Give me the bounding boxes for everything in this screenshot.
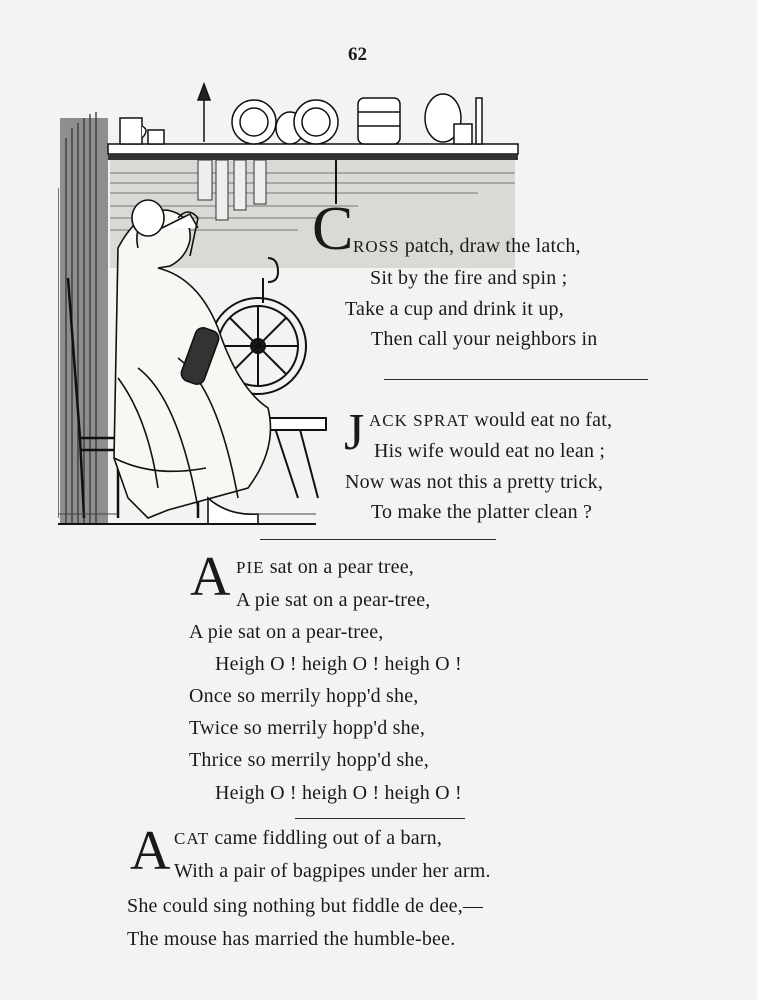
divider-1 (384, 379, 648, 380)
poem2-line1-text: would eat no fat, (469, 409, 613, 431)
poem2-line3: Now was not this a pretty trick, (345, 471, 604, 493)
poem3-line6: Twice so merrily hopp'd she, (189, 717, 426, 739)
poem3-line5: Once so merrily hopp'd she, (189, 685, 419, 707)
poem3-line3: A pie sat on a pear-tree, (189, 621, 384, 643)
poem1-lead-caps: ROSS (353, 237, 400, 256)
poem2-line4: To make the platter clean ? (371, 501, 593, 523)
poem3-line7: Thrice so merrily hopp'd she, (189, 749, 429, 771)
poem1-line1-text: patch, draw the latch, (399, 235, 581, 257)
poem4-line3: She could sing nothing but fiddle de dee,— (127, 895, 484, 917)
divider-3 (295, 818, 465, 819)
drop-cap-cross: C (312, 195, 354, 263)
poem3-line8: Heigh O ! heigh O ! heigh O ! (215, 782, 462, 804)
poem3-line1-text: sat on a pear tree, (264, 556, 414, 578)
poem4-lead-caps: CAT (174, 829, 210, 848)
poem1-line4: Then call your neighbors in (371, 328, 598, 350)
poem4-line1-text: came fiddling out of a barn, (209, 827, 443, 849)
poem2-line2: His wife would eat no lean ; (374, 440, 606, 462)
poem4-line2: With a pair of bagpipes under her arm. (174, 860, 491, 882)
poem4-line1 (174, 826, 442, 851)
poem3-lead-caps: PIE (236, 558, 265, 577)
poem2-lead-caps: ACK SPRAT (369, 411, 470, 430)
page-number: 62 (348, 44, 367, 65)
poem3-line1 (236, 555, 414, 580)
poem1-line3: Take a cup and drink it up, (345, 298, 564, 320)
poem3-line2: A pie sat on a pear-tree, (236, 589, 431, 611)
drop-cap-pie: A (190, 546, 231, 608)
drop-cap-jack: J (344, 404, 365, 461)
poem3-line4: Heigh O ! heigh O ! heigh O ! (215, 653, 462, 675)
drop-cap-cat: A (130, 820, 171, 882)
poem1-line2: Sit by the fire and spin ; (370, 267, 568, 289)
poem2-line1 (369, 408, 612, 433)
poem4-line4: The mouse has married the humble-bee. (127, 928, 456, 950)
poem1-line1 (353, 234, 581, 259)
divider-2 (260, 539, 496, 540)
